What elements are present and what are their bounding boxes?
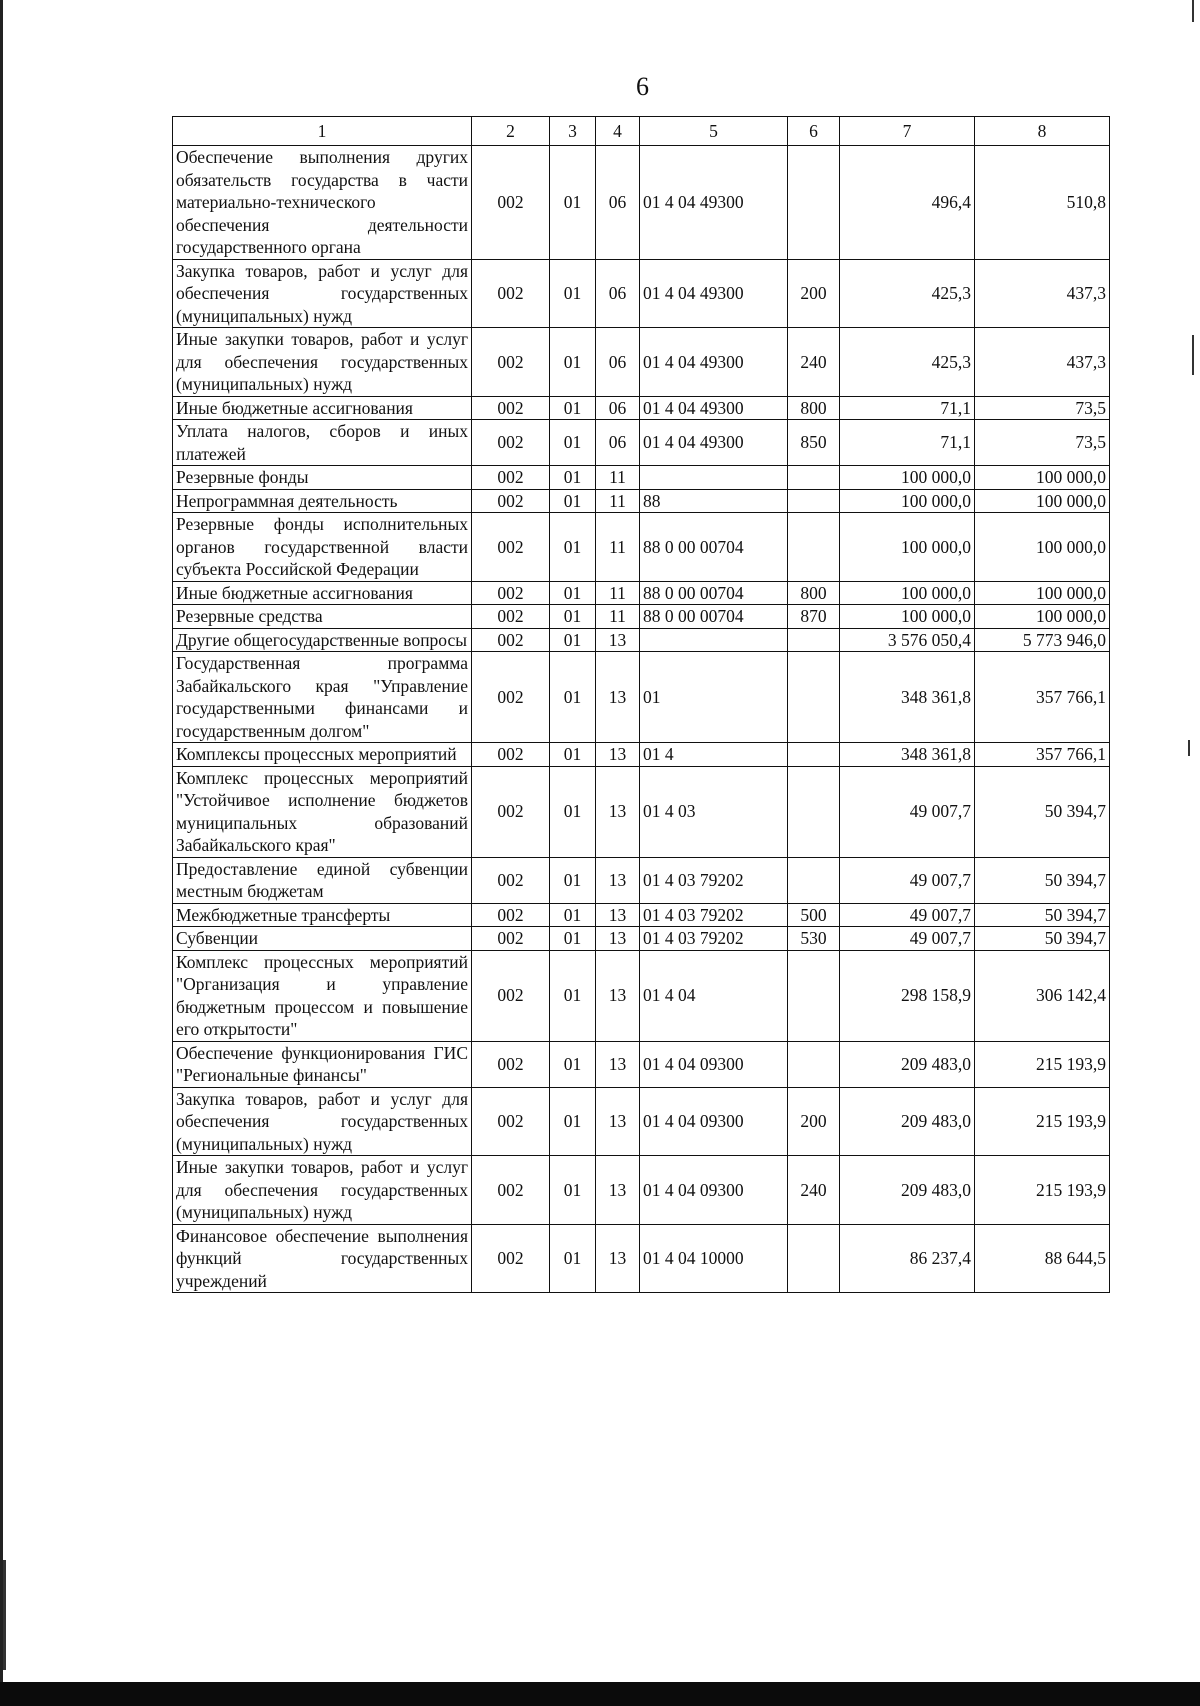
amount-year-1-cell: 425,3 <box>840 328 975 397</box>
table-row <box>173 420 1110 466</box>
scan-mark <box>1188 740 1190 756</box>
code-pr-cell: 13 <box>596 628 640 652</box>
code-pr-cell: 13 <box>596 1041 640 1087</box>
code-gr-cell: 002 <box>472 628 550 652</box>
code-vr-cell: 870 <box>788 605 840 629</box>
amount-year-2-cell: 100 000,0 <box>975 513 1110 582</box>
table-row <box>173 396 1110 420</box>
amount-year-2-cell: 100 000,0 <box>975 489 1110 513</box>
amount-year-2-cell: 306 142,4 <box>975 950 1110 1041</box>
code-csr-cell: 88 0 00 00704 <box>640 581 788 605</box>
amount-year-1-cell: 100 000,0 <box>840 513 975 582</box>
amount-year-1-cell: 49 007,7 <box>840 857 975 903</box>
code-vr-cell: 200 <box>788 1087 840 1156</box>
code-pr-cell: 06 <box>596 146 640 260</box>
code-rz-cell: 01 <box>550 1041 596 1087</box>
code-rz-cell: 01 <box>550 513 596 582</box>
row-name-cell: Иные закупки товаров, работ и услуг для обеспечения государственных (муниципальных) нужд <box>173 1156 472 1225</box>
table-row <box>173 628 1110 652</box>
amount-year-2-cell: 100 000,0 <box>975 581 1110 605</box>
column-header: 8 <box>975 117 1110 146</box>
code-rz-cell: 01 <box>550 628 596 652</box>
code-vr-cell <box>788 766 840 857</box>
scan-mark <box>1192 335 1194 375</box>
amount-year-2-cell: 100 000,0 <box>975 605 1110 629</box>
table-row <box>173 1087 1110 1156</box>
amount-year-1-cell: 86 237,4 <box>840 1224 975 1293</box>
code-pr-cell: 13 <box>596 1087 640 1156</box>
code-gr-cell: 002 <box>472 396 550 420</box>
code-csr-cell: 88 0 00 00704 <box>640 513 788 582</box>
amount-year-2-cell: 437,3 <box>975 259 1110 328</box>
table-row <box>173 489 1110 513</box>
code-pr-cell: 13 <box>596 927 640 951</box>
code-vr-cell <box>788 146 840 260</box>
table-row <box>173 743 1110 767</box>
code-gr-cell: 002 <box>472 927 550 951</box>
amount-year-2-cell: 215 193,9 <box>975 1156 1110 1225</box>
row-name-cell: Комплексы процессных мероприятий <box>173 743 472 767</box>
row-name-cell: Обеспечение функционирования ГИС "Региональные финансы" <box>173 1041 472 1087</box>
column-header: 3 <box>550 117 596 146</box>
page-number: 6 <box>636 72 649 101</box>
code-csr-cell: 01 4 04 09300 <box>640 1087 788 1156</box>
amount-year-1-cell: 425,3 <box>840 259 975 328</box>
code-gr-cell: 002 <box>472 420 550 466</box>
code-vr-cell: 240 <box>788 328 840 397</box>
amount-year-2-cell: 50 394,7 <box>975 927 1110 951</box>
code-rz-cell: 01 <box>550 420 596 466</box>
code-gr-cell: 002 <box>472 581 550 605</box>
code-gr-cell: 002 <box>472 605 550 629</box>
code-gr-cell: 002 <box>472 1156 550 1225</box>
code-rz-cell: 01 <box>550 652 596 743</box>
code-gr-cell: 002 <box>472 259 550 328</box>
row-name-cell: Уплата налогов, сборов и иных платежей <box>173 420 472 466</box>
code-pr-cell: 11 <box>596 489 640 513</box>
column-header: 6 <box>788 117 840 146</box>
code-gr-cell: 002 <box>472 857 550 903</box>
code-csr-cell: 01 4 03 <box>640 766 788 857</box>
table-row <box>173 1156 1110 1225</box>
table-row <box>173 1041 1110 1087</box>
code-csr-cell: 01 4 04 09300 <box>640 1041 788 1087</box>
column-header: 5 <box>640 117 788 146</box>
code-gr-cell: 002 <box>472 489 550 513</box>
code-pr-cell: 13 <box>596 766 640 857</box>
amount-year-2-cell: 5 773 946,0 <box>975 628 1110 652</box>
code-csr-cell: 88 <box>640 489 788 513</box>
code-csr-cell <box>640 466 788 490</box>
code-vr-cell <box>788 743 840 767</box>
row-name-cell: Комплекс процессных мероприятий "Устойчивое исполнение бюджетов муниципальных образований Забайкальского края" <box>173 766 472 857</box>
code-pr-cell: 13 <box>596 1156 640 1225</box>
amount-year-1-cell: 3 576 050,4 <box>840 628 975 652</box>
code-gr-cell: 002 <box>472 903 550 927</box>
code-pr-cell: 11 <box>596 466 640 490</box>
code-pr-cell: 13 <box>596 652 640 743</box>
table-row <box>173 581 1110 605</box>
code-vr-cell: 200 <box>788 259 840 328</box>
row-name-cell: Закупка товаров, работ и услуг для обеспечения государственных (муниципальных) нужд <box>173 1087 472 1156</box>
amount-year-1-cell: 298 158,9 <box>840 950 975 1041</box>
amount-year-1-cell: 209 483,0 <box>840 1087 975 1156</box>
code-vr-cell <box>788 513 840 582</box>
table-row <box>173 950 1110 1041</box>
row-name-cell: Государственная программа Забайкальского края "Управление государственными финансами и государственным долгом" <box>173 652 472 743</box>
code-gr-cell: 002 <box>472 1087 550 1156</box>
amount-year-2-cell: 50 394,7 <box>975 766 1110 857</box>
scan-mark <box>3 1560 6 1670</box>
row-name-cell: Комплекс процессных мероприятий "Организация и управление бюджетным процессом и повышение его открытости" <box>173 950 472 1041</box>
code-vr-cell: 800 <box>788 581 840 605</box>
amount-year-1-cell: 100 000,0 <box>840 466 975 490</box>
code-csr-cell: 01 <box>640 652 788 743</box>
row-name-cell: Финансовое обеспечение выполнения функций государственных учреждений <box>173 1224 472 1293</box>
code-rz-cell: 01 <box>550 950 596 1041</box>
row-name-cell: Иные бюджетные ассигнования <box>173 396 472 420</box>
amount-year-1-cell: 71,1 <box>840 396 975 420</box>
code-gr-cell: 002 <box>472 513 550 582</box>
row-name-cell: Резервные фонды исполнительных органов государственной власти субъекта Российской Федерации <box>173 513 472 582</box>
code-vr-cell <box>788 857 840 903</box>
column-header: 1 <box>173 117 472 146</box>
code-csr-cell: 01 4 03 79202 <box>640 857 788 903</box>
code-pr-cell: 13 <box>596 903 640 927</box>
amount-year-1-cell: 209 483,0 <box>840 1156 975 1225</box>
code-gr-cell: 002 <box>472 146 550 260</box>
code-rz-cell: 01 <box>550 605 596 629</box>
code-csr-cell: 01 4 04 10000 <box>640 1224 788 1293</box>
code-gr-cell: 002 <box>472 466 550 490</box>
code-vr-cell <box>788 652 840 743</box>
amount-year-1-cell: 209 483,0 <box>840 1041 975 1087</box>
table-row <box>173 146 1110 260</box>
code-gr-cell: 002 <box>472 950 550 1041</box>
row-name-cell: Иные бюджетные ассигнования <box>173 581 472 605</box>
amount-year-2-cell: 88 644,5 <box>975 1224 1110 1293</box>
table-row <box>173 903 1110 927</box>
code-rz-cell: 01 <box>550 328 596 397</box>
row-name-cell: Резервные средства <box>173 605 472 629</box>
table-row <box>173 466 1110 490</box>
code-gr-cell: 002 <box>472 652 550 743</box>
scan-mark <box>1192 0 1194 22</box>
amount-year-2-cell: 437,3 <box>975 328 1110 397</box>
code-pr-cell: 13 <box>596 950 640 1041</box>
code-pr-cell: 11 <box>596 605 640 629</box>
amount-year-2-cell: 73,5 <box>975 396 1110 420</box>
code-rz-cell: 01 <box>550 743 596 767</box>
table-body <box>173 146 1110 1293</box>
amount-year-1-cell: 100 000,0 <box>840 605 975 629</box>
row-name-cell: Субвенции <box>173 927 472 951</box>
code-gr-cell: 002 <box>472 328 550 397</box>
code-vr-cell <box>788 466 840 490</box>
amount-year-1-cell: 348 361,8 <box>840 652 975 743</box>
amount-year-1-cell: 49 007,7 <box>840 903 975 927</box>
row-name-cell: Предоставление единой субвенции местным бюджетам <box>173 857 472 903</box>
code-rz-cell: 01 <box>550 396 596 420</box>
column-header: 7 <box>840 117 975 146</box>
code-csr-cell: 01 4 03 79202 <box>640 927 788 951</box>
table-row <box>173 605 1110 629</box>
code-rz-cell: 01 <box>550 489 596 513</box>
code-csr-cell: 01 4 04 09300 <box>640 1156 788 1225</box>
amount-year-1-cell: 100 000,0 <box>840 581 975 605</box>
amount-year-1-cell: 71,1 <box>840 420 975 466</box>
amount-year-2-cell: 100 000,0 <box>975 466 1110 490</box>
code-vr-cell: 800 <box>788 396 840 420</box>
code-pr-cell: 13 <box>596 743 640 767</box>
table-row <box>173 927 1110 951</box>
code-pr-cell: 06 <box>596 259 640 328</box>
code-gr-cell: 002 <box>472 1224 550 1293</box>
code-csr-cell: 01 4 <box>640 743 788 767</box>
code-pr-cell: 11 <box>596 513 640 582</box>
code-pr-cell: 06 <box>596 420 640 466</box>
code-csr-cell: 01 4 04 49300 <box>640 396 788 420</box>
table-row <box>173 328 1110 397</box>
code-rz-cell: 01 <box>550 766 596 857</box>
amount-year-1-cell: 49 007,7 <box>840 766 975 857</box>
code-rz-cell: 01 <box>550 1224 596 1293</box>
code-rz-cell: 01 <box>550 581 596 605</box>
code-vr-cell <box>788 628 840 652</box>
code-rz-cell: 01 <box>550 1087 596 1156</box>
table-row <box>173 259 1110 328</box>
row-name-cell: Иные закупки товаров, работ и услуг для обеспечения государственных (муниципальных) нужд <box>173 328 472 397</box>
code-vr-cell: 240 <box>788 1156 840 1225</box>
table-row <box>173 1224 1110 1293</box>
code-rz-cell: 01 <box>550 146 596 260</box>
code-gr-cell: 002 <box>472 743 550 767</box>
code-vr-cell <box>788 1041 840 1087</box>
column-header: 2 <box>472 117 550 146</box>
amount-year-2-cell: 50 394,7 <box>975 857 1110 903</box>
code-csr-cell <box>640 628 788 652</box>
code-vr-cell: 500 <box>788 903 840 927</box>
row-name-cell: Закупка товаров, работ и услуг для обеспечения государственных (муниципальных) нужд <box>173 259 472 328</box>
code-pr-cell: 13 <box>596 1224 640 1293</box>
code-csr-cell: 88 0 00 00704 <box>640 605 788 629</box>
table-row <box>173 513 1110 582</box>
code-csr-cell: 01 4 04 49300 <box>640 259 788 328</box>
code-rz-cell: 01 <box>550 857 596 903</box>
code-csr-cell: 01 4 04 49300 <box>640 420 788 466</box>
table-row <box>173 766 1110 857</box>
amount-year-2-cell: 510,8 <box>975 146 1110 260</box>
code-rz-cell: 01 <box>550 466 596 490</box>
amount-year-2-cell: 50 394,7 <box>975 903 1110 927</box>
code-pr-cell: 13 <box>596 857 640 903</box>
amount-year-1-cell: 49 007,7 <box>840 927 975 951</box>
code-pr-cell: 06 <box>596 328 640 397</box>
column-header: 4 <box>596 117 640 146</box>
amount-year-2-cell: 215 193,9 <box>975 1087 1110 1156</box>
row-name-cell: Другие общегосударственные вопросы <box>173 628 472 652</box>
amount-year-2-cell: 73,5 <box>975 420 1110 466</box>
code-rz-cell: 01 <box>550 903 596 927</box>
code-pr-cell: 11 <box>596 581 640 605</box>
table-row <box>173 857 1110 903</box>
amount-year-2-cell: 357 766,1 <box>975 743 1110 767</box>
code-vr-cell: 530 <box>788 927 840 951</box>
amount-year-1-cell: 100 000,0 <box>840 489 975 513</box>
code-rz-cell: 01 <box>550 1156 596 1225</box>
code-vr-cell: 850 <box>788 420 840 466</box>
code-vr-cell <box>788 489 840 513</box>
amount-year-1-cell: 496,4 <box>840 146 975 260</box>
code-csr-cell: 01 4 03 79202 <box>640 903 788 927</box>
budget-table <box>172 116 1110 1293</box>
scan-left-edge <box>0 0 3 1706</box>
code-pr-cell: 06 <box>596 396 640 420</box>
amount-year-2-cell: 357 766,1 <box>975 652 1110 743</box>
code-vr-cell <box>788 1224 840 1293</box>
code-gr-cell: 002 <box>472 1041 550 1087</box>
header-row <box>173 117 1110 146</box>
amount-year-1-cell: 348 361,8 <box>840 743 975 767</box>
amount-year-2-cell: 215 193,9 <box>975 1041 1110 1087</box>
table-row <box>173 652 1110 743</box>
code-rz-cell: 01 <box>550 927 596 951</box>
code-csr-cell: 01 4 04 49300 <box>640 328 788 397</box>
code-csr-cell: 01 4 04 <box>640 950 788 1041</box>
scan-bottom-edge <box>0 1682 1200 1706</box>
code-rz-cell: 01 <box>550 259 596 328</box>
row-name-cell: Обеспечение выполнения других обязательств государства в части материально-технического обеспечения деятельности государственного органа <box>173 146 472 260</box>
row-name-cell: Межбюджетные трансферты <box>173 903 472 927</box>
code-csr-cell: 01 4 04 49300 <box>640 146 788 260</box>
row-name-cell: Непрограммная деятельность <box>173 489 472 513</box>
code-gr-cell: 002 <box>472 766 550 857</box>
code-vr-cell <box>788 950 840 1041</box>
row-name-cell: Резервные фонды <box>173 466 472 490</box>
